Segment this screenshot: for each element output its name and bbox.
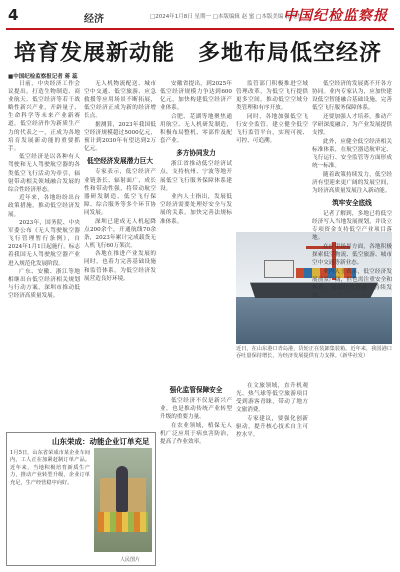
photo-caption: 近日，在山东港口青岛港，货轮正在装卸集装箱。近年来，我国港口吞吐量保持增长，为经济发展提供有力支撑。（新华社发） <box>236 346 392 360</box>
paragraph: 安徽省提出，到2025年低空经济规模力争达到600亿元，加快构建低空经济产业体系。 <box>160 81 232 112</box>
paragraph: 2023年，国务院、中央军委公布《无人驾驶航空器飞行管理暂行条例》，自2024年1月1日起施行，标志着我国无人驾驶航空器产业进入规范化发展阶段。 <box>8 220 80 267</box>
headline: 培育发展新动能 多地布局低空经济 <box>14 41 383 66</box>
section-name: 经济 <box>84 14 104 25</box>
header-rule <box>6 28 394 30</box>
paragraph: 合肥、芜湖等地聚焦通用航空、无人机研发制造，积极布局整机、零部件及配套产业。 <box>160 113 232 145</box>
paragraph: 低空经济是以各种有人驾驶和无人驾驶航空器的各类低空飞行活动为牵引，辐射带动相关领域融合发展的综合性经济形态。 <box>8 154 80 193</box>
photo-goods <box>98 512 148 532</box>
article-column-4 <box>236 80 308 230</box>
paragraph: 此外，应健全低空经济相关标准体系，在航空器适航审定、飞行运行、安全监管等方面形成统一标准。 <box>312 138 392 169</box>
article-column-3 <box>160 80 232 380</box>
paragraph: 近年来，各地纷纷出台政策措施，推动低空经济发展。 <box>8 195 80 218</box>
article-column-2 <box>84 80 156 380</box>
photo-person <box>116 466 128 512</box>
sidebar-photo-credit: 人民图片 <box>120 557 141 563</box>
article-column-3-lower <box>160 382 232 572</box>
issue-meta: □2024年1月8日 星期一 □本版编辑 赵 蜜 □本版美编 郭悦杰 <box>150 14 302 20</box>
article-column-4-lower <box>236 382 308 572</box>
paragraph: 在应用场景方面，各地积极探索低空物流、低空旅游、城市空中交通等新业态。 <box>312 243 392 266</box>
page-number: 4 <box>8 6 19 24</box>
paragraph: 专家建议，要强化创新驱动，提升核心技术自主可控水平。 <box>236 415 308 439</box>
paragraph: 在文旅领域，直升机观光、热气球等低空旅游项目受到游客青睐，带动了地方文旅消费。 <box>236 383 308 414</box>
paragraph: 专家表示，低空经济产业链条长、辐射面广、成长性和带动性强，将带动航空器研发制造、低空飞行保障、综合服务等多个环节协同发展。 <box>84 169 156 216</box>
paragraph: 随着政策持续发力，低空经济有望迎来更广阔的发展空间，为经济高质量发展注入新动能。 <box>312 171 392 194</box>
paragraph: 低空经济不仅是新兴产业，也是推动传统产业转型升级的重要力量。 <box>160 398 232 421</box>
paragraph: 各地在推进产业发展的同时，也着力完善基础设施和监管体系，为低空经济发展营造良好环境。 <box>84 251 156 282</box>
sidebar-text: 1月5日，山东省荣成市某企业车间内，工人正在加紧赶制订单产品。近年来，当地积极培育新质生产力，推动产业转型升级，企业订单充足，生产经营稳中向好。 <box>10 450 90 486</box>
paragraph: 深圳已建成无人机起降点200余个，开通航线70余条，2023年累计完成载货无人机飞行60万架次。 <box>84 218 156 249</box>
sidebar-photo <box>94 448 152 552</box>
subheading: 多方协同发力 <box>176 149 216 158</box>
masthead-logo: 中国纪检监察报 <box>283 8 388 24</box>
paragraph: 业内人士表示，低空经济发展前景广阔，但也需注重安全和规范，确保行业健康可持续发展。 <box>312 268 392 299</box>
paragraph: 日前，中央经济工作会议提出，打造生物制造、商业航天、低空经济等若干战略性新兴产业，开辟量子、生命科学等未来产业新赛道。低空经济作为新质生产力的代表之一，正成为各地培育发展新动能的重要抓手。 <box>8 81 80 152</box>
paragraph: 广东、安徽、浙江等地相继出台低空经济相关规划与行动方案，深圳市推动低空经济高质量发展。 <box>8 269 80 300</box>
subheading: 筑牢安全底线 <box>332 198 372 207</box>
paragraph: 记者了解到，多地已将低空经济写入当地发展规划，并设立专项资金支持低空产业项目落地。 <box>312 210 392 242</box>
paragraph: 浙江省推动低空经济试点，支持杭州、宁波等地开展低空飞行服务保障体系建设。 <box>160 161 232 192</box>
subheading: 强化监管保障安全 <box>169 386 223 394</box>
paragraph: 无人机物流配送、城市空中交通、低空旅游、应急救援等应用场景不断拓展，低空经济正成为新的经济增长点。 <box>84 81 156 120</box>
paragraph: 还要加强人才培养，推动产学研深度融合，为产业发展提供支撑。 <box>312 113 392 137</box>
byline: ■中国纪检监察报记者 蒋 蕊 <box>8 74 78 80</box>
subheading: 低空经济发展潜力巨大 <box>87 157 153 166</box>
paragraph: 监管部门积极推进空域管理改革，为低空飞行提供更多空间，推动低空空域分类管理和有序开放。 <box>236 81 308 112</box>
paragraph: 业内人士指出，发展低空经济需要处理好安全与发展的关系，加快完善法规标准体系。 <box>160 194 232 225</box>
article-column-5 <box>312 80 392 572</box>
paragraph: 据测算，2023年我国低空经济规模超过5000亿元，预计到2030年有望达到2万亿元。 <box>84 121 156 153</box>
paragraph: 同时，各地加强低空飞行安全监管，建立健全低空飞行监管平台，实现可视、可控、可追溯。 <box>236 113 308 145</box>
paragraph: 在农业领域，植保无人机广泛应用于病虫害防治，提高了作业效率。 <box>160 422 232 446</box>
page-header <box>0 0 400 28</box>
photo-ship-bridge <box>264 260 294 278</box>
paragraph: 低空经济的发展离不开各方协同。业内专家认为，应加快建设低空智能融合基础设施，完善低空飞行服务保障体系。 <box>312 81 392 112</box>
sidebar-title: 山东栄成：动能企业订单充足 <box>52 437 150 446</box>
